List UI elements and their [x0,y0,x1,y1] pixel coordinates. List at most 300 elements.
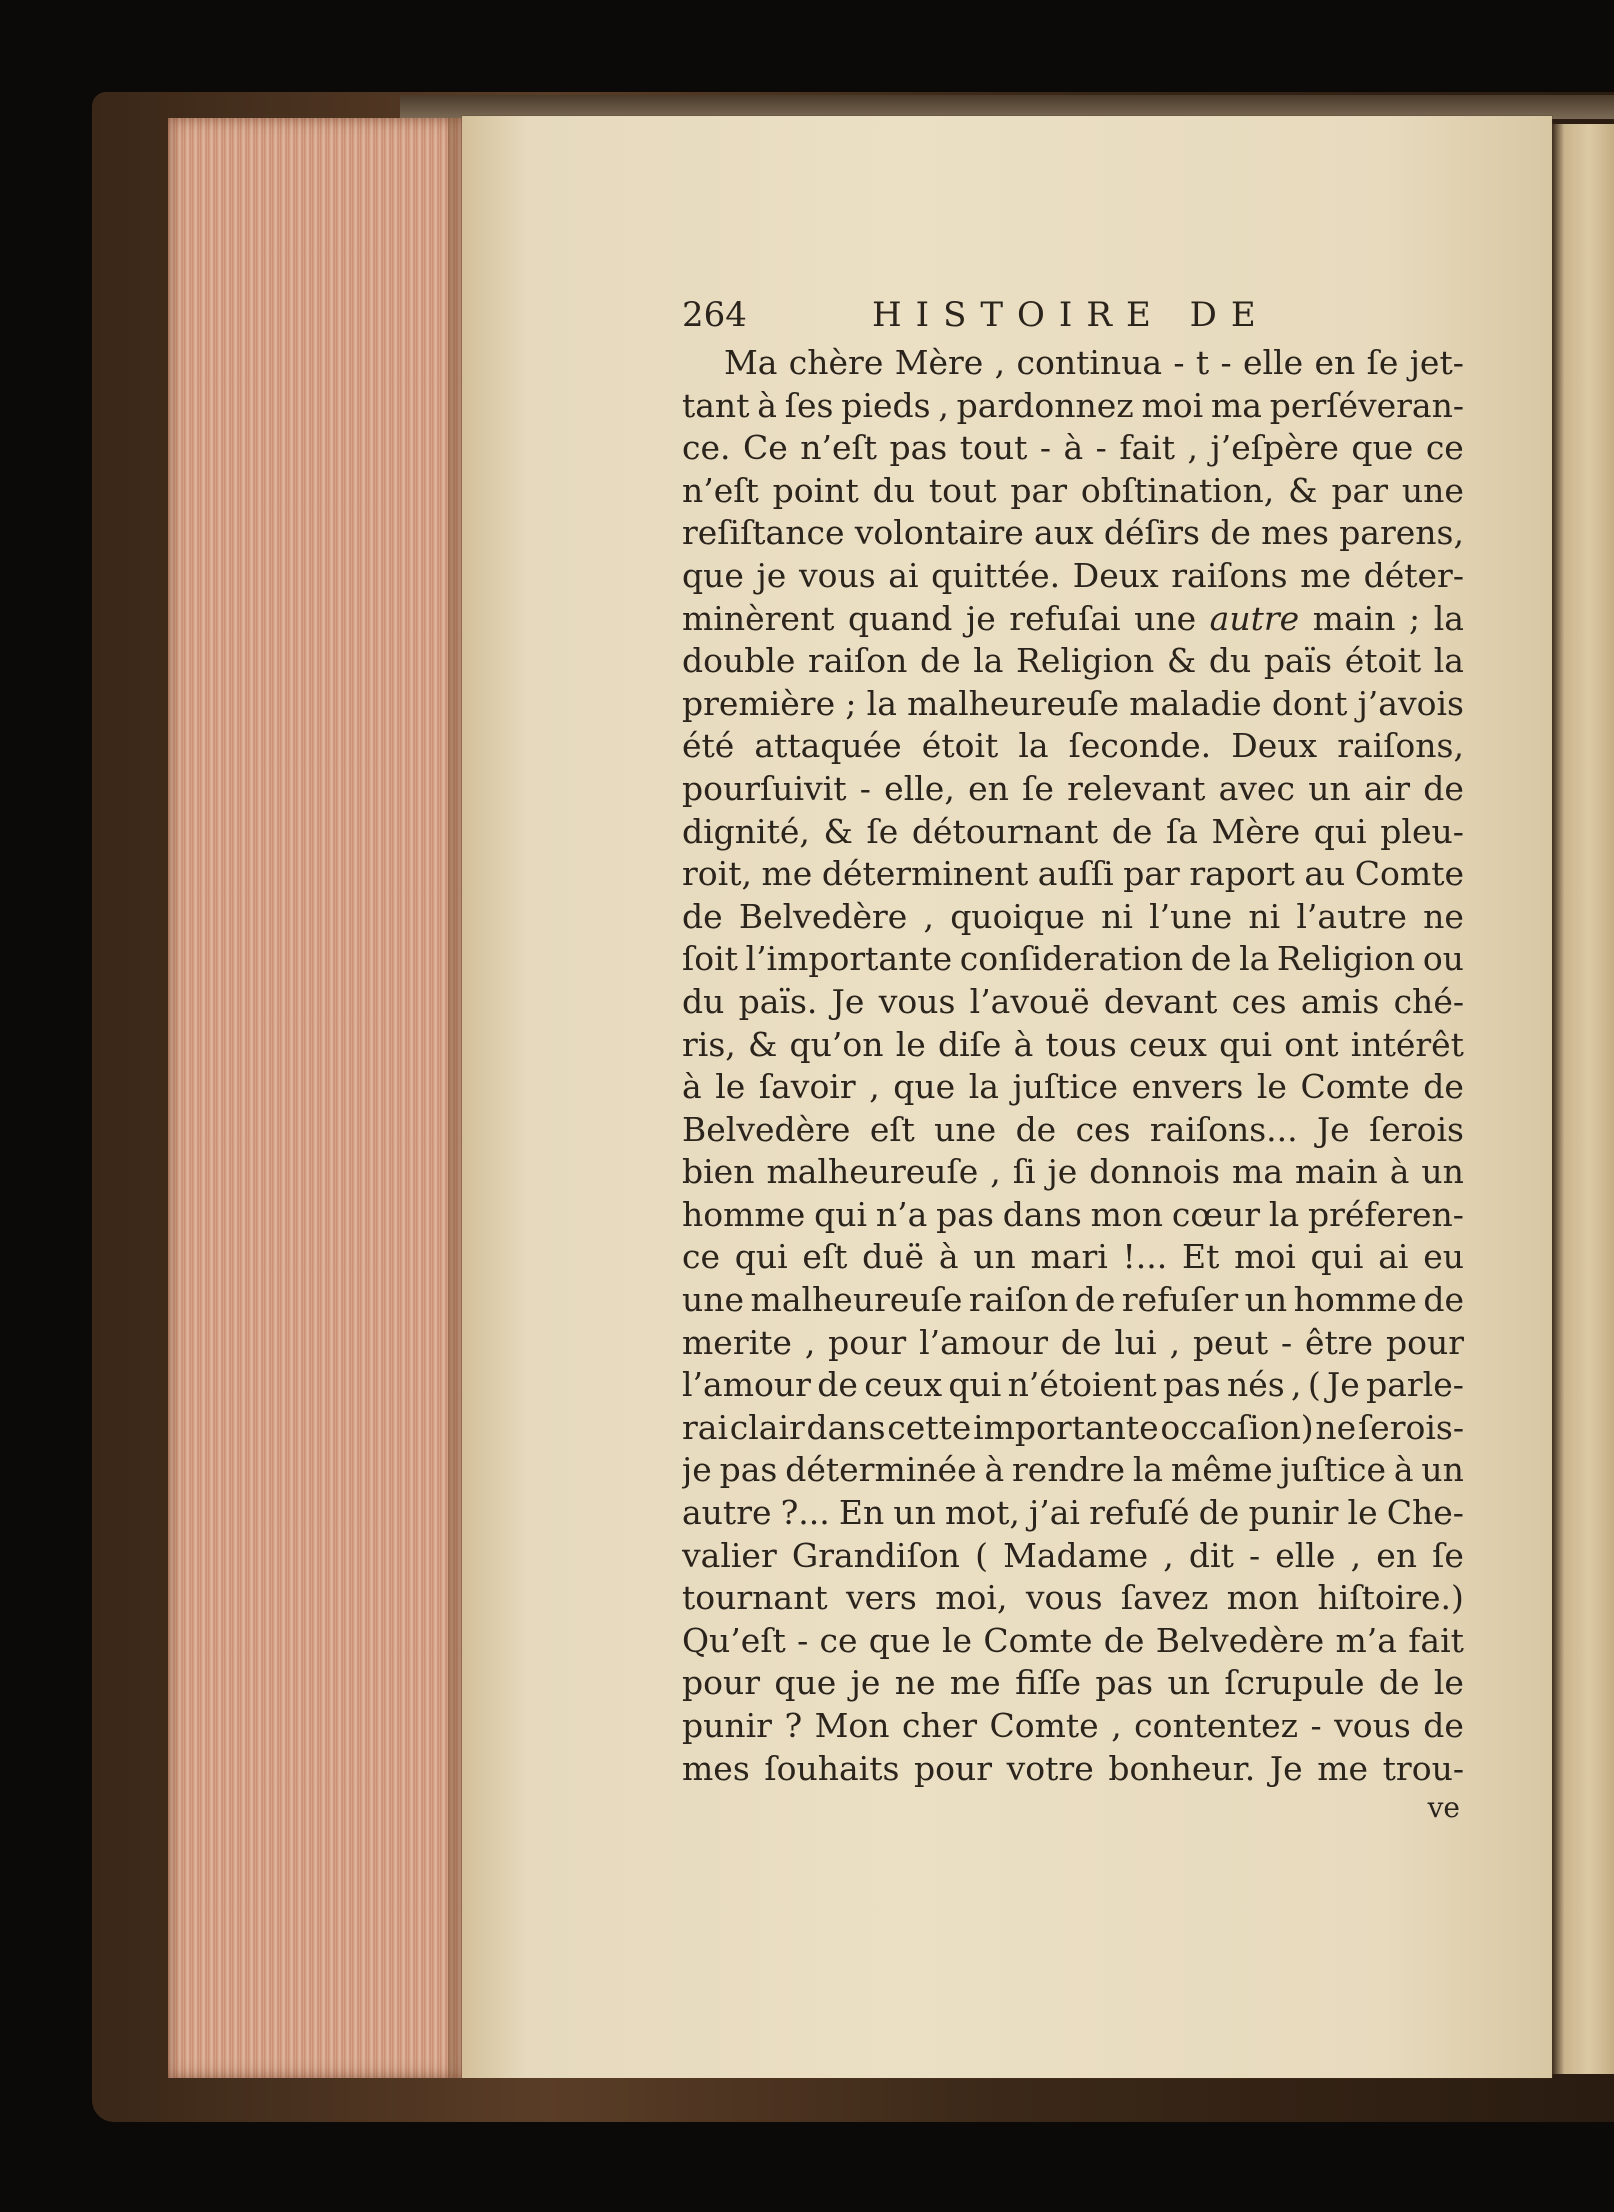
word: à [938,1237,959,1277]
catchword: ve [1427,1791,1460,1825]
word: , [994,343,1006,382]
word: ceux [864,1365,943,1405]
text-line [682,470,1464,513]
word: malheureuſe [750,1280,963,1320]
word: une [1401,470,1464,510]
word: tous [1045,1024,1117,1064]
word: de [1210,513,1251,553]
word: ai [888,555,919,595]
word: déterminent [821,854,1029,894]
text-line [682,981,1464,1024]
word: une [682,1280,745,1320]
word: un [1167,1663,1210,1703]
word: reſiſtance [682,513,845,553]
word: auſſi [1037,854,1114,894]
word: tout [959,428,1028,468]
word: - [1280,1322,1293,1362]
word: pas [889,428,948,468]
word: Comte [983,1620,1093,1660]
text-line [682,725,1464,768]
word: ceux [1128,1024,1207,1064]
word: en [1314,343,1356,382]
word: quand [848,598,953,638]
word: j’avois [1357,683,1464,723]
word: vous [1025,1578,1103,1618]
word: fait [1408,1620,1464,1660]
word: être [1304,1322,1374,1362]
word: Belvedère [1155,1620,1325,1660]
word: ſcrupule [1224,1663,1365,1703]
word: mot, [944,1493,1020,1533]
word: m’a [1335,1620,1397,1660]
word: Deux [1072,555,1159,595]
word: la [1239,939,1270,979]
word: l’amour [682,1365,811,1405]
word: avec [1218,768,1295,808]
word: raiſons [1171,555,1288,595]
word: conſideration [959,939,1184,979]
word: malheureuſe [766,1152,979,1192]
word: ſerois [1369,1109,1464,1149]
word: En [838,1493,885,1533]
word: de [817,1365,858,1405]
word: Et [1182,1237,1220,1277]
text-line [682,1024,1464,1067]
word: n’eſt [800,428,878,468]
word: à [984,1450,1005,1490]
word: qui [734,1237,788,1277]
word: Mon [814,1706,890,1745]
word: elle [1242,343,1304,382]
word: punir [1248,1493,1339,1533]
word: une [934,1109,997,1149]
word: ma [1211,385,1262,425]
word: païs [1263,641,1333,681]
text-line [682,1279,1464,1322]
word: pour [914,1748,993,1788]
word: ? [784,1706,803,1745]
word: la [1018,726,1049,766]
word: , [869,1067,880,1107]
text-line [682,512,1464,555]
word: étoit [921,726,999,766]
word: déter- [1363,555,1464,595]
word: malheureuſe [907,683,1119,723]
word: pas [1162,1365,1221,1405]
word: ce [819,1620,858,1660]
word: l’amour [919,1322,1048,1362]
word: , [923,896,934,936]
word: pas [936,1194,994,1234]
word: qui [948,1365,1002,1405]
word: me [761,854,813,894]
word: dont [1271,683,1348,723]
word: occaſion) [1160,1407,1314,1447]
word: qu’on [789,1024,884,1064]
word: ni [1248,896,1281,936]
word: autre [682,1493,772,1533]
word: je [850,1663,881,1703]
word: Ma [724,343,778,382]
word: !... [1122,1237,1168,1277]
word: juſtice [1012,1067,1119,1107]
word: une [1134,598,1197,638]
word: Belvedère [682,1109,851,1149]
word: déterminée [785,1450,977,1490]
word: Comte [989,1706,1099,1745]
word: dans [1002,1194,1082,1234]
text-line [682,896,1464,939]
word: ſouhaits [764,1748,900,1788]
word: pourſuivit [682,768,847,808]
word: ſi [1012,1152,1036,1192]
text-line [682,853,1464,896]
text-line [682,1620,1464,1663]
word: ce [1425,428,1464,468]
word: de [1423,768,1464,808]
word: Grandiſon [791,1535,960,1575]
word: elle [1275,1535,1336,1575]
word: que [893,1067,956,1107]
word: un [1421,1152,1464,1192]
word: Religion [1016,641,1155,681]
word: de [1423,1280,1464,1320]
word: - [1248,1535,1261,1575]
word: du [872,470,915,510]
word: fait [1119,428,1176,468]
word: merite [682,1322,792,1362]
word: le [1433,1663,1464,1703]
word: Je [1327,1365,1360,1405]
word: chère [788,343,884,382]
text-line [682,1407,1464,1450]
word: de [1423,1706,1464,1745]
word: j’ai [1029,1493,1080,1533]
body-text [682,342,1464,1790]
text-line [682,427,1464,470]
word: le [941,1620,973,1660]
word: n’étoient [1007,1365,1157,1405]
word: refuſer [1121,1280,1239,1320]
word: ſavoir [758,1067,856,1107]
word: ce [682,1237,721,1277]
word: ces [1231,981,1287,1021]
word: cette [887,1407,972,1447]
word: elle, [884,768,955,808]
word: - [797,1620,809,1660]
word: perſéveran- [1269,385,1464,425]
word: qui [1313,811,1367,851]
word: ma [1232,1152,1284,1192]
word: à [757,385,777,425]
page-number: 264 [682,295,747,335]
word: ſes [784,385,834,425]
word: un [1421,1450,1464,1490]
word: mes [1261,513,1329,553]
word: refuſé [1089,1493,1190,1533]
text-line [682,1194,1464,1237]
word: le [1347,1493,1378,1533]
word: la [1433,641,1464,681]
word: ſe [1432,1535,1464,1575]
word: du [1208,641,1252,681]
word: n’eſt [682,470,759,510]
text-line [682,1748,1464,1791]
word: ou [1422,939,1464,979]
word: de [919,641,961,681]
text-line [682,555,1464,598]
word: été [682,726,735,766]
word: païs. [738,981,818,1021]
word: obſtination, [1080,470,1275,510]
word: & [823,811,853,851]
word: dit [1188,1535,1234,1575]
word: je [1047,1152,1078,1192]
word: me [949,1663,1001,1703]
word: eſt [869,1109,915,1149]
word: l’avouë [969,981,1090,1021]
word: , [1187,428,1199,468]
word: pas [1095,1663,1154,1703]
text-line [682,938,1464,981]
word: vers [845,1578,917,1618]
word: je [756,555,787,595]
word: raiſons... [1149,1109,1298,1149]
word: ?... [780,1493,830,1533]
word: le [895,1024,926,1064]
word: ( [975,1535,988,1575]
word: l’importante [745,939,953,979]
word: Che- [1386,1493,1464,1533]
word: ſa [1166,811,1198,851]
word: Deux [1231,726,1318,766]
word: bien [682,1152,755,1192]
text-line [682,1705,1464,1748]
word: ne [894,1663,936,1703]
word: ai [1378,1237,1409,1277]
word: ( [1307,1365,1321,1405]
word: - [1310,1706,1322,1745]
word: mes [682,1748,750,1788]
word: en [968,768,1009,808]
word: je [682,1450,712,1490]
word: volontaire [854,513,1024,553]
word: amis [1300,981,1380,1021]
word: raiſon [968,1280,1069,1320]
text-line [682,598,1464,641]
word: , [990,1152,1001,1192]
word: , [1163,1535,1174,1575]
word: rendre [1012,1450,1126,1490]
word: ont [1284,1024,1339,1064]
word: - [859,768,871,808]
word: nés [1227,1365,1285,1405]
word: parens, [1339,513,1464,553]
word: ; [845,683,857,723]
word: au [1304,854,1346,894]
word: moi [1234,1237,1296,1277]
word: tout [928,470,997,510]
word: attaquée [754,726,902,766]
word: à [1393,1450,1414,1490]
word: ché- [1393,981,1464,1021]
word: Religion [1276,939,1416,979]
word: minèrent [682,598,835,638]
text-line [682,1109,1464,1152]
text-line [682,1662,1464,1705]
word: de [1015,1109,1057,1149]
word: par [1123,854,1180,894]
word: dignité, [682,811,810,851]
word: à [1063,428,1084,468]
text-line [682,1492,1464,1535]
word: ne [1315,1407,1357,1447]
word: de [1111,811,1153,851]
word: duë [862,1237,925,1277]
word: la [973,641,1004,681]
word: diſe [937,1024,1002,1064]
word: ni [1101,896,1133,936]
word: mari [1030,1237,1108,1277]
word: le [715,1067,746,1107]
word: , [1169,1322,1181,1362]
word: de [1198,1493,1240,1533]
word: qui [1310,1237,1364,1277]
word: pas [719,1450,778,1490]
text-line [682,1364,1464,1407]
text-line [682,342,1464,385]
word: intérêt [1350,1024,1464,1064]
word: importante [973,1407,1159,1447]
word: Mère [1211,811,1301,851]
word: ris, [682,1024,736,1064]
word: ſe [1022,768,1054,808]
word: Comte [1300,1067,1410,1107]
word: par [1331,470,1389,510]
word: & [1288,470,1318,510]
word: vous [878,981,956,1021]
word: moi [1141,385,1204,425]
word: du [682,981,725,1021]
word: mon [1226,1578,1300,1618]
word: première [682,683,836,723]
word: - [1220,343,1232,382]
word: contentez [1134,1706,1298,1745]
word: quittée. [931,555,1061,595]
running-head [682,288,1464,342]
word: main [1294,1152,1378,1192]
word: , [804,1322,816,1362]
text-line [682,811,1464,854]
word: pleu- [1380,811,1464,851]
word: que [774,1663,837,1703]
word: à [1013,1024,1034,1064]
text-line [682,1066,1464,1109]
word: quoique [950,896,1085,936]
word: tournant [682,1578,828,1618]
word: dans [806,1407,886,1447]
text-line [682,1449,1464,1492]
word: tant [682,385,750,425]
word: peut [1192,1322,1269,1362]
word: donnois [1089,1152,1221,1192]
word: vous [1334,1706,1411,1745]
word: Je [1269,1748,1303,1788]
word: , [1111,1706,1122,1745]
word: même [1170,1450,1273,1490]
word: de [1074,1280,1116,1320]
word: que [682,555,744,595]
text-line [682,768,1464,811]
word: & [747,1024,778,1064]
word: air [1363,768,1410,808]
word: pardonnez [956,385,1134,425]
word: un [1308,768,1351,808]
word: ſoit [682,939,738,979]
word: déſirs [1103,513,1200,553]
word: eu [1423,1237,1464,1277]
word: ; [1409,598,1421,638]
word: de [1103,1620,1145,1660]
text-line [682,1151,1464,1194]
word: valier [682,1535,777,1575]
word: la [1433,598,1464,638]
word: homme [682,1194,806,1234]
word: mon [1090,1194,1164,1234]
word: qui [1219,1024,1272,1064]
word: ce. [682,428,731,468]
word: jet- [1409,343,1464,382]
word: de [682,896,723,936]
word: Je [1316,1109,1350,1149]
word: de [1423,1067,1464,1107]
text-line [682,385,1464,428]
word: t [1195,343,1210,382]
facing-page-edge [1552,124,1614,2074]
word: la [1268,1194,1300,1234]
word: me [1317,1748,1369,1788]
word: à [1389,1152,1410,1192]
text-line [682,1322,1464,1365]
word: n’a [875,1194,928,1234]
word: en [1376,1535,1417,1575]
word: qui [814,1194,868,1234]
word: votre [1006,1748,1094,1788]
word: point [772,470,859,510]
word: ſe [866,811,899,851]
word: - [1095,428,1107,468]
word: cher [902,1706,978,1745]
word: Qu’eſt [682,1620,786,1660]
word: - [1039,428,1052,468]
running-title: HISTOIRE DE [872,295,1270,335]
word: la [1132,1450,1164,1490]
word: ces [1075,1109,1131,1149]
word: rai [682,1407,729,1447]
word: - [1173,343,1185,382]
word: j’eſpère [1210,428,1339,468]
word: ſavez [1120,1578,1209,1618]
word: de [1378,1663,1420,1703]
word: ſerois- [1357,1407,1464,1447]
word: double [682,641,796,681]
word: aux [1034,513,1094,553]
word: que [868,1620,931,1660]
word: cœur [1171,1194,1261,1234]
word: pour [1385,1322,1464,1362]
word: trou- [1382,1748,1464,1788]
word: pieds [841,385,931,425]
